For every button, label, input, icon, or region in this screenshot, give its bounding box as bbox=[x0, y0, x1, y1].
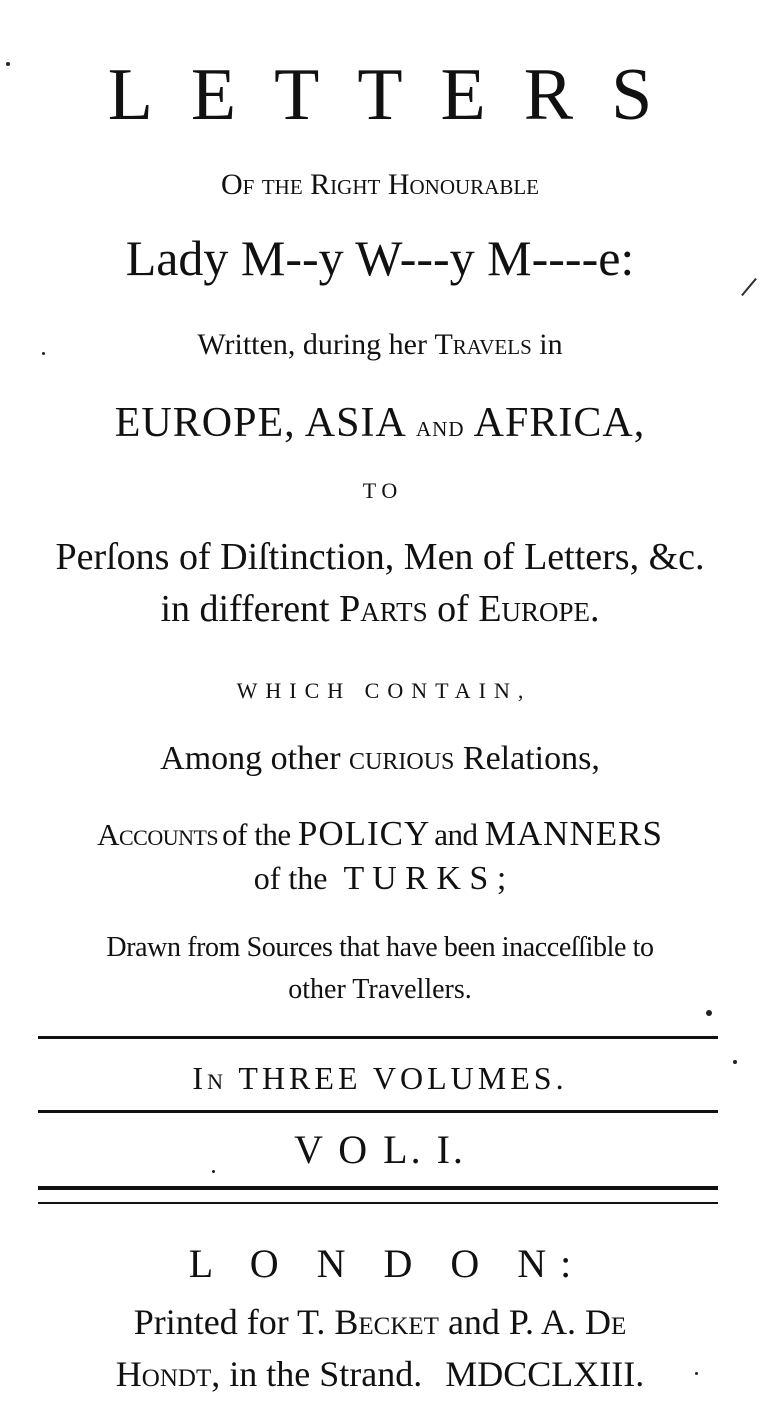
printed-becket: Becket bbox=[334, 1302, 439, 1342]
hondt-year: MDCCLXIII. bbox=[445, 1354, 645, 1394]
rule-bottom-thin bbox=[38, 1202, 718, 1204]
persons-line: Perſons of Diſtinction, Men of Letters, &c. bbox=[55, 536, 705, 578]
other-travellers-line: other Travellers. bbox=[288, 974, 472, 1005]
title-letters: LETTERS bbox=[107, 54, 691, 136]
rule-middle bbox=[38, 1110, 718, 1113]
among-pre: Among other bbox=[160, 740, 341, 777]
london-line: L O N D O N: bbox=[188, 1241, 586, 1286]
accounts-of-the: of the bbox=[222, 817, 291, 852]
scan-speck bbox=[706, 1010, 712, 1016]
accounts-manners: MANNERS bbox=[484, 814, 663, 853]
written-pre: Written, during her bbox=[197, 328, 427, 361]
hondt-post: in the Strand. bbox=[229, 1354, 423, 1394]
volumes-three: THREE VOLUMES. bbox=[238, 1060, 568, 1096]
scan-speck bbox=[695, 1372, 698, 1375]
parts-europe: Europe. bbox=[478, 588, 600, 630]
accounts-line bbox=[0, 816, 760, 851]
volumes-line bbox=[0, 1062, 760, 1094]
written-line bbox=[0, 330, 760, 360]
parts-pre: in different bbox=[160, 588, 330, 630]
printed-pre: Printed for T. bbox=[133, 1302, 326, 1342]
which-contain-line: WHICH CONTAIN, bbox=[236, 678, 532, 703]
continents-africa: AFRICA, bbox=[473, 400, 646, 446]
among-line bbox=[0, 742, 760, 776]
parts-of: of bbox=[437, 588, 469, 630]
subtitle-right-honourable: Of the Right Honourable bbox=[221, 168, 539, 201]
accounts-policy: POLICY bbox=[297, 814, 431, 853]
accounts-word: Accounts bbox=[97, 817, 219, 852]
rule-bottom-thick bbox=[38, 1186, 718, 1190]
scan-speck bbox=[6, 62, 10, 66]
vol-line: V O L. I. bbox=[294, 1127, 466, 1172]
printed-de: De bbox=[584, 1302, 627, 1342]
rule-top bbox=[38, 1036, 718, 1039]
among-post: Relations, bbox=[462, 740, 600, 777]
turks-word: T U R K S ; bbox=[343, 860, 507, 897]
printed-mid: and P. A. bbox=[447, 1302, 576, 1342]
drawn-line: Drawn from Sources that have been inacceſſible to bbox=[106, 932, 654, 963]
scan-speck bbox=[212, 1170, 215, 1173]
scan-speck bbox=[42, 352, 45, 355]
printed-line bbox=[0, 1304, 760, 1340]
among-curious: curious bbox=[349, 740, 455, 777]
hondt-line bbox=[0, 1356, 760, 1392]
hondt-name: Hondt, bbox=[115, 1354, 221, 1394]
parts-line bbox=[0, 590, 760, 628]
volumes-in: In bbox=[192, 1060, 227, 1096]
author-name: Lady M--y W---y M----e: bbox=[125, 230, 635, 286]
written-post: in bbox=[539, 328, 563, 361]
parts-parts: Parts bbox=[339, 588, 428, 630]
written-travels: Travels bbox=[434, 328, 532, 361]
continents-europe-asia: EUROPE, ASIA bbox=[114, 400, 405, 446]
continents-and: and bbox=[415, 410, 465, 443]
accounts-and: and bbox=[434, 817, 478, 852]
continents-line bbox=[0, 402, 760, 444]
turks-pre: of the bbox=[253, 860, 328, 896]
turks-line bbox=[0, 862, 760, 896]
scan-speck bbox=[733, 1060, 737, 1064]
to-line: T O bbox=[362, 478, 398, 503]
